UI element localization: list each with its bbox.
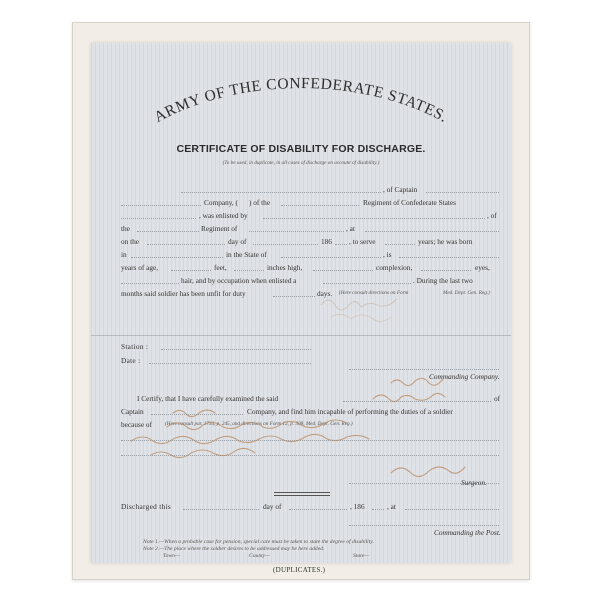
form-line3a: , was enlisted by	[199, 211, 248, 220]
form-line6c: , is	[383, 250, 392, 259]
commanding-company: Commanding Company.	[429, 372, 500, 381]
form-line2b: ) of the	[249, 198, 271, 207]
form-line7d: complexion,	[376, 263, 413, 272]
discharge-day-blank	[183, 509, 259, 510]
note-2: Note 2.—The place where the soldier desires to be addressed may be here added.	[143, 546, 325, 552]
surgeon-label: Surgeon.	[461, 478, 487, 487]
separator-rule-bottom	[274, 495, 330, 496]
form-line5a: on the	[121, 237, 140, 246]
certificate-sheet	[91, 43, 511, 563]
discharge-at: , at	[387, 502, 396, 511]
certify-line2b: Company, and find him incapable of performing the duties of a soldier	[247, 407, 453, 416]
form-line8b: . During the last two	[413, 276, 473, 285]
discharged-label: Discharged this	[121, 502, 171, 511]
form-line6a: in	[121, 250, 127, 259]
form-line5d: , to serve	[349, 237, 376, 246]
form-line9d: Med. Dept. Gen. Reg.)	[443, 290, 490, 296]
state-label: State—	[353, 553, 370, 559]
instruction-text: (To be used, in duplicate, in all cases of discharge on account of disability.)	[222, 160, 380, 166]
form-line5c: 186	[321, 237, 332, 246]
form-line5e: years; he was born	[418, 237, 473, 246]
form-line7a: years of age,	[121, 263, 159, 272]
commanding-post: Commanding the Post.	[434, 528, 501, 537]
handwritten-entries	[91, 43, 511, 563]
discharge-month-blank	[289, 509, 347, 510]
station-label: Station :	[121, 342, 149, 351]
form-line7e: eyes,	[475, 263, 490, 272]
separator-rule-top	[274, 492, 330, 493]
note-1: Note 1.—When a probable case for pension, special care must be taken to state the degree of disability.	[143, 539, 374, 545]
certify-line3a: because of	[121, 420, 152, 429]
document-mat	[72, 22, 530, 580]
form-line9c: (Here consult directions on Form	[339, 290, 409, 296]
form-line2c: Regiment of Confederate States	[363, 198, 457, 207]
form-line2a: Company, (	[204, 198, 238, 207]
certify-line1a: I Certify, that I have carefully examined the said	[137, 394, 279, 403]
discharge-year: , 186	[350, 502, 365, 511]
form-line1: , of Captain	[383, 185, 418, 194]
arch-title-text: ARMY OF THE CONFEDERATE STATES.	[151, 75, 451, 127]
form-line3b: , of	[487, 211, 497, 220]
form-line9b: days.	[317, 289, 333, 298]
form-line5b: day of	[228, 237, 247, 246]
form-line7c: inches high,	[267, 263, 303, 272]
certify-line1b: of	[494, 394, 501, 403]
form-line4a: the	[121, 224, 130, 233]
post-commander-signature-blank	[349, 525, 499, 526]
discharge-place-blank	[405, 509, 499, 510]
discharge-day-of: day of	[263, 502, 282, 511]
certificate-title: CERTIFICATE OF DISABILITY FOR DISCHARGE.	[176, 143, 426, 155]
certify-line3b: (Here consult par. 1734, p. 245, and directions on Form 12, p. 308, Med. Dept. Gen. Reg.)	[165, 421, 353, 427]
form-line4b: Regiment of	[201, 224, 238, 233]
duplicates-label: (DUPLICATES.)	[273, 566, 326, 574]
form-line6b: in the State of	[226, 250, 267, 259]
date-label: Date :	[121, 356, 141, 365]
county-label: County—	[249, 553, 271, 559]
form-line9a: months said soldier has been unfit for duty	[121, 289, 246, 298]
form-line4c: , at	[346, 224, 355, 233]
town-label: Town—	[163, 553, 180, 559]
certify-line2a: Captain	[121, 407, 144, 416]
discharge-year-blank	[372, 509, 384, 510]
form-line7b: feet,	[214, 263, 227, 272]
form-line8a: hair, and by occupation when enlisted a	[181, 276, 297, 285]
